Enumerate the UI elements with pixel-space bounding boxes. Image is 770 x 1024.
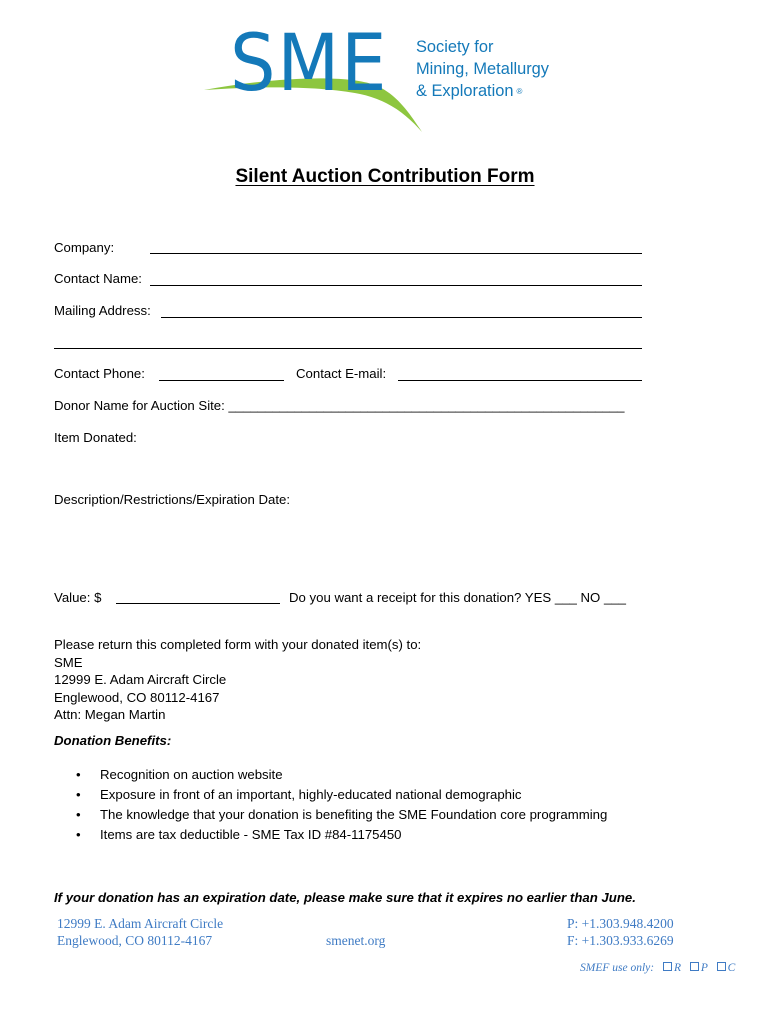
logo-acronym: SME bbox=[230, 19, 389, 109]
benefit-text: Exposure in front of an important, highly-educated national demographic bbox=[100, 787, 522, 802]
mailing-address-field-line-2[interactable] bbox=[54, 348, 642, 349]
benefit-text: Recognition on auction website bbox=[100, 767, 283, 782]
value-field[interactable] bbox=[116, 603, 280, 604]
checkbox-c[interactable] bbox=[717, 962, 726, 971]
footer-fax: F: +1.303.933.6269 bbox=[567, 933, 674, 948]
mailing-address-field[interactable] bbox=[161, 317, 642, 318]
footer-city: Englewood, CO 80112-4167 bbox=[57, 933, 213, 948]
mailing-address-label: Mailing Address: bbox=[54, 303, 151, 318]
contact-email-label: Contact E-mail: bbox=[296, 366, 387, 381]
benefit-text: Items are tax deductible - SME Tax ID #84-1175450 bbox=[100, 827, 402, 842]
return-street: 12999 E. Adam Aircraft Circle bbox=[54, 672, 227, 687]
smef-use-only bbox=[580, 962, 735, 974]
footer-phone: P: +1.303.948.4200 bbox=[567, 916, 674, 931]
bullet-icon: • bbox=[76, 827, 81, 842]
form-title-text: Silent Auction Contribution Form bbox=[235, 166, 535, 187]
contact-phone-label: Contact Phone: bbox=[54, 366, 145, 381]
list-item bbox=[76, 825, 607, 845]
list-item bbox=[76, 785, 607, 805]
bullet-icon: • bbox=[76, 807, 81, 822]
logo-name-line-1: Society for bbox=[416, 38, 494, 56]
contact-email-field[interactable] bbox=[398, 380, 642, 381]
return-intro: Please return this completed form with your donated item(s) to: bbox=[54, 637, 422, 652]
logo-name bbox=[416, 36, 549, 103]
smef-label: SMEF use only: bbox=[580, 962, 655, 974]
return-city: Englewood, CO 80112-4167 bbox=[54, 689, 220, 705]
receipt-question[interactable]: Do you want a receipt for this donation? YES ___ NO ___ bbox=[289, 590, 626, 605]
item-donated-area[interactable] bbox=[54, 448, 642, 488]
benefits-heading: Donation Benefits: bbox=[54, 733, 172, 748]
registered-mark: ® bbox=[516, 86, 523, 96]
contact-name-label: Contact Name: bbox=[54, 271, 142, 286]
checkbox-p[interactable] bbox=[690, 962, 699, 971]
checkbox-r-label: R bbox=[673, 962, 681, 974]
benefits-list bbox=[76, 765, 607, 845]
description-area[interactable] bbox=[54, 510, 642, 580]
footer-street: 12999 E. Adam Aircraft Circle bbox=[57, 916, 224, 931]
return-attn: Attn: Megan Martin bbox=[54, 707, 166, 722]
logo-name-line-3-text: & Exploration bbox=[416, 82, 514, 100]
company-label: Company: bbox=[54, 240, 115, 255]
logo-name-line-3 bbox=[416, 80, 549, 103]
contact-phone-field[interactable] bbox=[159, 380, 284, 381]
item-donated-label: Item Donated: bbox=[54, 430, 137, 445]
bullet-icon: • bbox=[76, 787, 81, 802]
value-label: Value: $ bbox=[54, 590, 102, 605]
form-title bbox=[0, 166, 770, 188]
return-info bbox=[54, 636, 421, 724]
list-item bbox=[76, 765, 607, 785]
contact-name-field[interactable] bbox=[150, 285, 642, 286]
list-item bbox=[76, 805, 607, 825]
logo-name-line-2: Mining, Metallurgy bbox=[416, 60, 549, 78]
return-org: SME bbox=[54, 654, 83, 670]
expiration-note: If your donation has an expiration date, please make sure that it expires no earlier than June. bbox=[54, 890, 636, 905]
company-field[interactable] bbox=[150, 253, 642, 254]
bullet-icon: • bbox=[76, 767, 81, 782]
checkbox-r[interactable] bbox=[663, 962, 672, 971]
checkbox-p-label: P bbox=[700, 962, 708, 974]
footer-website-link[interactable]: smenet.org bbox=[326, 933, 386, 948]
donor-name-field[interactable]: Donor Name for Auction Site: ______________________________________________________ bbox=[54, 398, 625, 413]
checkbox-c-label: C bbox=[727, 962, 736, 974]
description-label: Description/Restrictions/Expiration Date: bbox=[54, 492, 291, 507]
benefit-text: The knowledge that your donation is benefiting the SME Foundation core programming bbox=[100, 807, 608, 822]
